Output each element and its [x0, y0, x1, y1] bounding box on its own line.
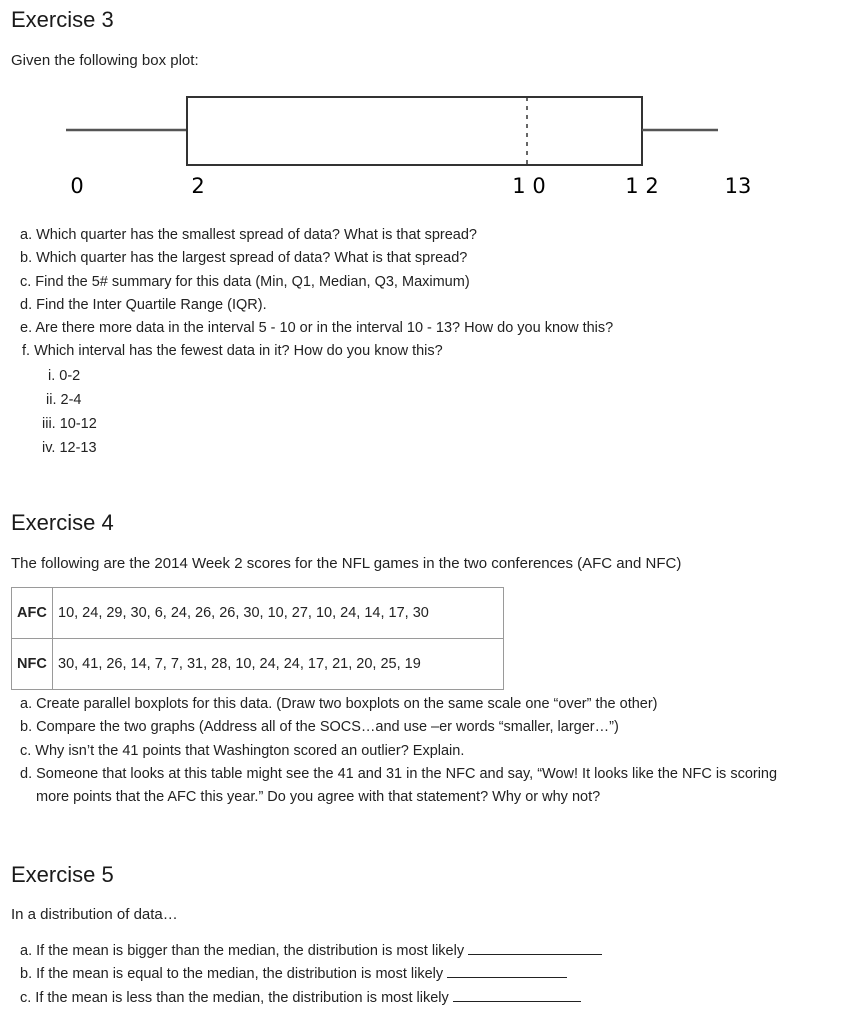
- interval-option: ii. 2-4: [46, 392, 82, 408]
- interval-option: iv. 12-13: [42, 440, 97, 456]
- scores-table: [11, 587, 504, 690]
- exercise-3-intro: Given the following box plot:: [11, 52, 199, 69]
- row-label: AFC: [12, 588, 53, 639]
- exercise-4-questions: [20, 693, 777, 809]
- exercise-4-intro: The following are the 2014 Week 2 scores for the NFL games in the two conferences (AFC and NFC): [11, 555, 682, 572]
- answer-blank[interactable]: [453, 991, 581, 1002]
- exercise-5-questions: [20, 940, 602, 1010]
- answer-blank[interactable]: [468, 944, 602, 955]
- row-values: 10, 24, 29, 30, 6, 24, 26, 26, 30, 10, 27, 10, 24, 14, 17, 30: [53, 588, 504, 639]
- exercise-5-title: Exercise 5: [11, 862, 114, 887]
- exercise-3-title: Exercise 3: [11, 7, 114, 32]
- question-d-continued: more points that the AFC this year.” Do you agree with that statement? Why or why not?: [36, 789, 601, 806]
- answer-blank[interactable]: [447, 967, 567, 978]
- exercise-3-questions: [20, 224, 613, 364]
- question-f: f. Which interval has the fewest data in it? How do you know this?: [22, 343, 443, 360]
- question-b: b. Compare the two graphs (Address all of the SOCS…and use –er words “smaller, larger…”): [20, 719, 619, 736]
- tick-label-min: 0: [70, 174, 84, 198]
- interval-option: i. 0-2: [48, 368, 81, 384]
- interval-option: iii. 10-12: [42, 416, 97, 432]
- question-text: b. If the mean is equal to the median, the distribution is most likely: [20, 966, 444, 983]
- box-plot: [0, 80, 844, 210]
- question-a: a. Which quarter has the smallest spread of data? What is that spread?: [20, 227, 477, 243]
- exercise-4-title: Exercise 4: [11, 510, 114, 535]
- tick-label-median: 1 0: [512, 174, 546, 198]
- tick-label-q1: 2: [191, 174, 205, 198]
- question-d: d. Someone that looks at this table might see the 41 and 31 in the NFC and say, “Wow! It looks like the NFC is scoring: [20, 765, 778, 782]
- question-text: a. If the mean is bigger than the median, the distribution is most likely: [20, 943, 465, 959]
- box-plot-box: [187, 97, 642, 165]
- tick-label-max: 13: [724, 174, 752, 198]
- question-a: [20, 940, 602, 963]
- exercise-5-intro: In a distribution of data…: [11, 906, 178, 923]
- table-row: [12, 588, 504, 639]
- question-b: [20, 963, 602, 986]
- interval-options: [39, 364, 97, 460]
- table-row: [12, 639, 504, 690]
- question-b: b. Which quarter has the largest spread of data? What is that spread?: [20, 250, 468, 267]
- question-c: c. Why isn’t the 41 points that Washington scored an outlier? Explain.: [20, 742, 465, 759]
- question-e: e. Are there more data in the interval 5 - 10 or in the interval 10 - 13? How do you know this?: [20, 320, 614, 337]
- tick-label-q3: 1 2: [625, 174, 659, 198]
- question-a: a. Create parallel boxplots for this data. (Draw two boxplots on the same scale one “over” the other): [20, 696, 658, 712]
- question-d: d. Find the Inter Quartile Range (IQR).: [20, 296, 267, 313]
- question-text: c. If the mean is less than the median, the distribution is most likely: [20, 989, 449, 1006]
- row-label: NFC: [12, 639, 53, 690]
- question-c: c. Find the 5# summary for this data (Min, Q1, Median, Q3, Maximum): [20, 273, 470, 290]
- row-values: 30, 41, 26, 14, 7, 7, 31, 28, 10, 24, 24, 17, 21, 20, 25, 19: [53, 639, 504, 690]
- question-c: [20, 987, 602, 1010]
